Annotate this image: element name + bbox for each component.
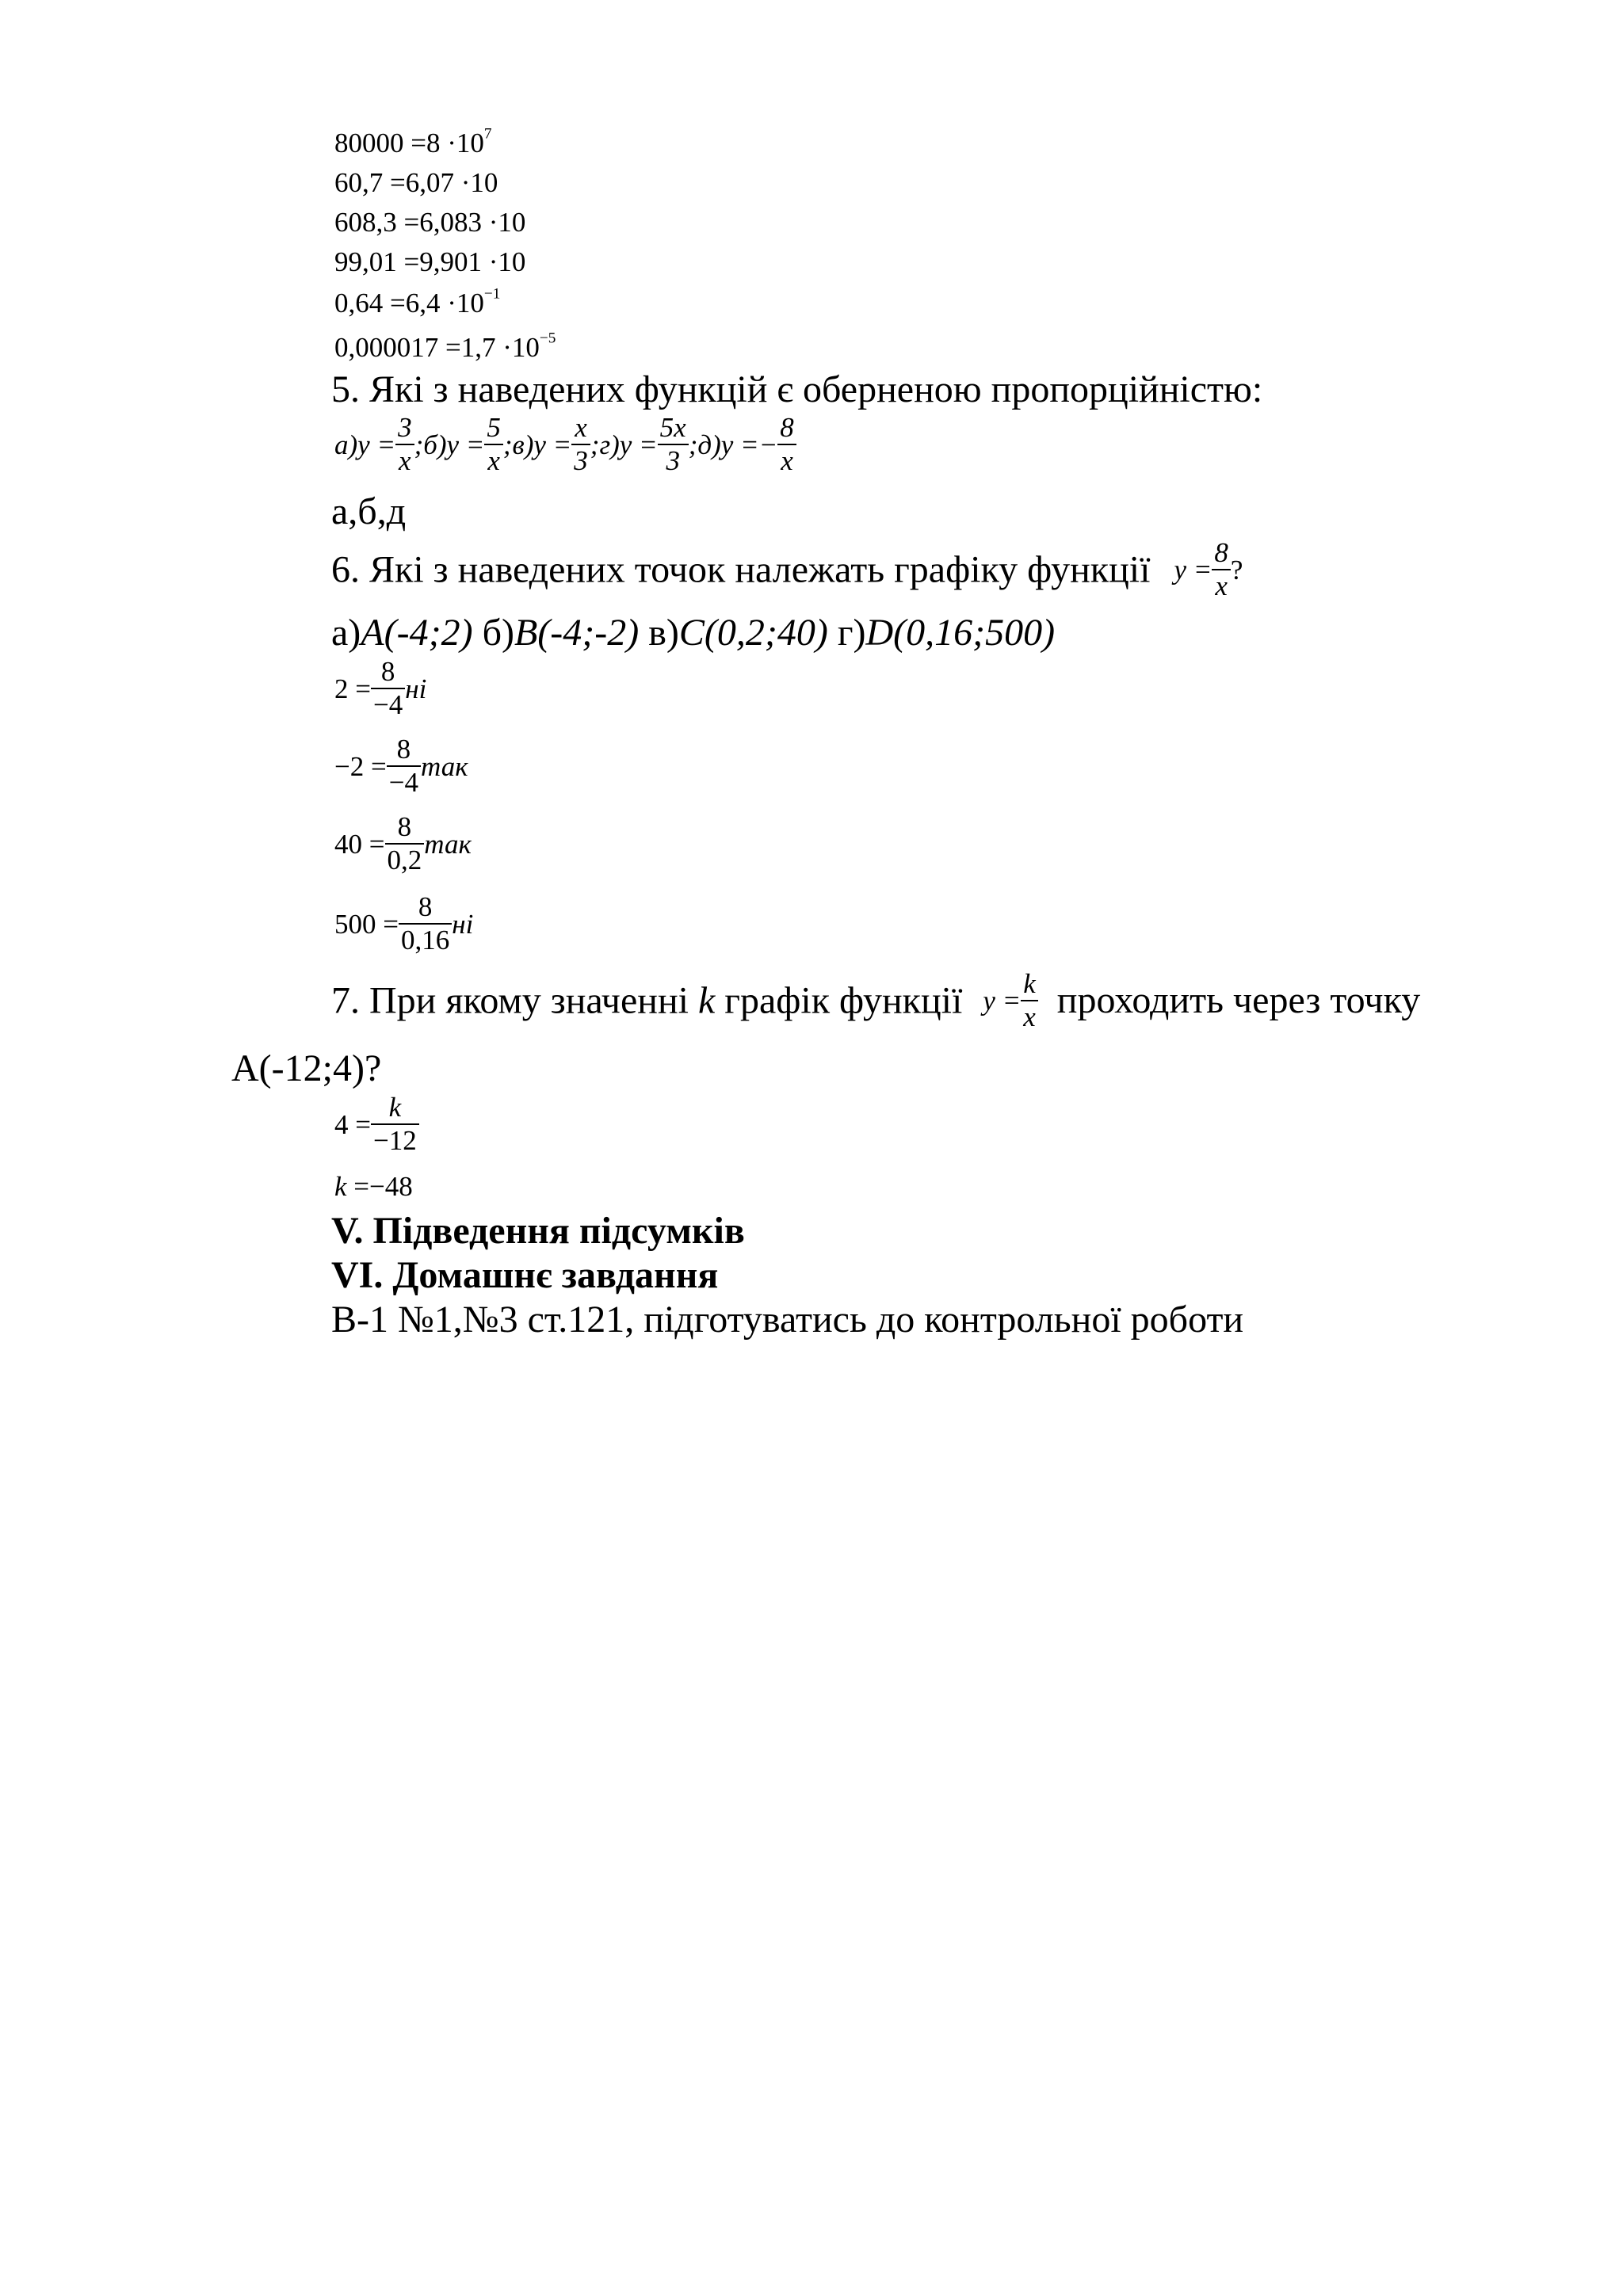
number-line-5 — [334, 285, 501, 318]
number-line-6 — [334, 330, 556, 363]
question-6-title: 6. Які з наведених точок належать графіку функції — [331, 548, 1151, 591]
check-row-2: −2 = $\frac{8}{-4}$ так — [334, 734, 468, 799]
check-row-3: 40 = $\frac{8}{0,2}$ так — [334, 811, 472, 876]
question-7-equation: 4 = $\frac{k}{-12}$ — [334, 1092, 419, 1158]
question-5-answer: а,б,д — [331, 490, 407, 532]
number-line-1 — [334, 125, 492, 158]
fraction: $\frac{8}{0,16}$ — [399, 891, 452, 957]
fraction: $\frac{x}{3}$ — [571, 412, 590, 478]
check-row-4: 500 = $\frac{8}{0,16}$ ні — [334, 891, 474, 956]
check-row-1: 2 = $\frac{8}{-4}$ ні — [334, 656, 427, 721]
fraction: $\frac{8}{x}$ — [1212, 537, 1231, 603]
number-expression: 0,000017 =1,7 ·10 — [334, 332, 540, 363]
verdict: ні — [405, 673, 427, 704]
section-summary-heading: V. Підведення підсумків — [331, 1210, 745, 1252]
question-7-title-row: 7. При якому значенні k графік функції y = $\frac{k}{x}$ проходить через точку — [331, 968, 1421, 1033]
fraction: $\frac{5x}{3}$ — [658, 412, 689, 478]
section-homework-heading: VI. Домашнє завдання — [331, 1254, 719, 1296]
function-formula: y = $\frac{k}{x}$ — [983, 982, 1037, 1013]
question-7-point: A(-12;4)? — [231, 1047, 382, 1089]
number-line-3 — [334, 208, 525, 236]
fraction: $\frac{8}{0,2}$ — [385, 811, 425, 877]
fraction: $\frac{5}{x}$ — [484, 412, 503, 478]
fraction: $\frac{8}{-4}$ — [387, 734, 421, 799]
number-expression: 80000 =8 ·10 — [334, 128, 484, 158]
exponent: −5 — [539, 330, 556, 347]
number-expression: 0,64 =6,4 ·10 — [334, 288, 484, 318]
question-5-functions: а)y = $\frac{3}{x}$ ;б)y = $\frac{5}{x}$ ;в)y = $\frac{x}{3}$ ;г)y = $\frac{5x}{3}$ ;д)y =− $\frac{8}{x}$ — [334, 412, 796, 478]
verdict: так — [420, 750, 468, 782]
number-expression: 99,01 =9,901 ·10 — [334, 246, 526, 277]
number-line-2 — [334, 169, 498, 196]
option-c: C(0,2;40) — [678, 612, 828, 654]
option-b: B(-4;-2) — [514, 612, 640, 654]
question-7-result: k =−48 — [334, 1171, 413, 1202]
question-5-title: 5. Які з наведених функцій є оберненою пропорційністю: — [331, 368, 1263, 410]
exponent: −1 — [483, 285, 501, 303]
question-6-options: а)A(-4;2) б)B(-4;-2) в)C(0,2;40) г)D(0,16;500) — [331, 612, 1056, 654]
option-a: A(-4;2) — [361, 612, 473, 654]
fraction: $\frac{3}{x}$ — [395, 412, 414, 478]
question-6-title-row: 6. Які з наведених точок належать графіку функції y = $\frac{8}{x}$ ? — [331, 537, 1243, 602]
fraction: $\frac{8}{x}$ — [777, 412, 796, 478]
fraction: $\frac{k}{-12}$ — [371, 1092, 419, 1158]
number-expression: 60,7 =6,07 ·10 — [334, 167, 498, 198]
fraction: $\frac{8}{-4}$ — [371, 656, 405, 722]
number-line-4 — [334, 248, 525, 276]
option-d: D(0,16;500) — [865, 612, 1056, 654]
number-expression: 608,3 =6,083 ·10 — [334, 207, 526, 238]
fraction: $\frac{k}{x}$ — [1021, 968, 1038, 1034]
homework-text: В-1 №1,№3 ст.121, підготуватись до контрольної роботи — [331, 1299, 1244, 1341]
verdict: так — [424, 828, 472, 860]
exponent: 7 — [483, 125, 492, 143]
function-formula: y = $\frac{8}{x}$ — [1174, 551, 1230, 582]
verdict: ні — [452, 908, 474, 940]
